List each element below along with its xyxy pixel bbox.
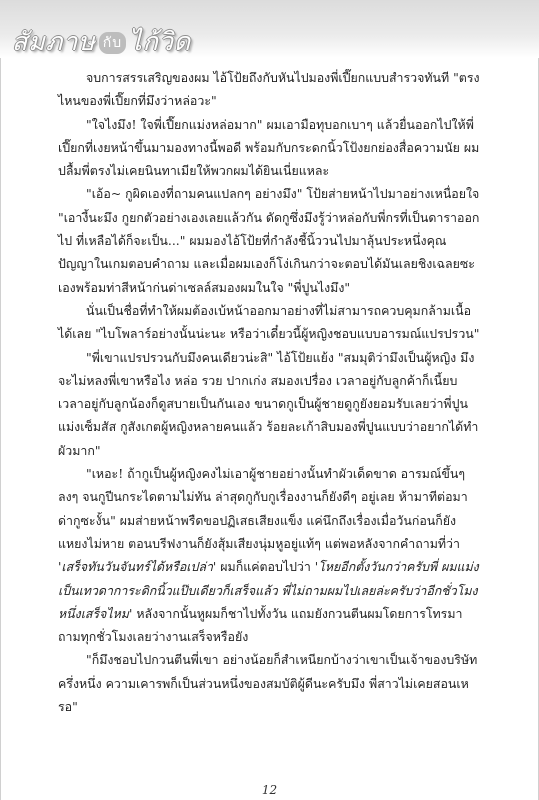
body-text: [58, 66, 482, 718]
text-segment: "ใจไงมึง! ใจพี่เปี๊ยกแม่งหล่อมาก" ผมเอามือทุบอกเบาๆ แล้วยื่นออกไปให้พี่เปี๊ยกที่เงยหน้าขึ้นมามองทางนี้พอดี พร้อมกับกระดกนิ้วโป้งยกย่องสื่อความนัย ผมปลื้มพี่ตรงไม่เคยนินทาเมียให้พวกผมได้ยินเนี่ยแหละ: [58, 116, 480, 179]
text-segment: จบการสรรเสริญของผม ไอ้โป้ยถึงกับหันไปมองพี่เปี๊ยกแบบสำรวจทันที "ตรงไหนของพี่เปี๊ยกที่มึงว่าหล่อวะ": [58, 70, 480, 109]
page-number: 12: [261, 783, 278, 797]
italic-segment: 'โหยอีกตั้งวันกว่าครับพี่ ผมแม่งเป็นเทวดาการะดิกนิ้วแป๊บเดียวก็เสร็จแล้ว พี่ไม่ถามผมไปเลยล่ะครับว่าอีกชั่วโมงหนึ่งเสร็จไหม': [58, 559, 479, 621]
text-segment: นั่นเป็นชื่อที่ทำให้ผมต้องเบ้หน้าออกมาอย่างที่ไม่สามารถควบคุมกล้ามเนื้อได้เลย "ไบโพลาร์อย่างนั้นน่ะนะ หรือว่าเดี๋ยวนี้ผู้หญิงชอบแบบอารมณ์แปรปรวน": [58, 302, 480, 342]
title-right: ไก้วิด: [129, 27, 192, 56]
paragraph: [58, 346, 482, 462]
text-segment: "ก็มึงชอบไปกวนตีนพี่เขา อย่างน้อยก็สำเหนียกบ้างว่าเขาเป็นเจ้าของบริษัทครึ่งหนึ่ง ความเคารพก็เป็นส่วนหนึ่งของสมบัติผู้ดีนะครับมึง พี่สาวไม่เคยสอนเหรอ": [58, 652, 478, 715]
paragraph: [58, 648, 482, 718]
text-segment: "เหอะ! ถ้ากูเป็นผู้หญิงคงไม่เอาผู้ชายอย่างนั้นทำผัวเด็ดขาด อารมณ์ขึ้นๆ ลงๆ จนกูปีนกระไดตามไม่ทัน ล่าสุดกูกับกูเรื่องงานก็ยังดีๆ อยู่เลย ห้ามาทีต่อมาด่ากูซะงั้น" ผมส่ายหน้าพรืดขอปฏิเสธเสียงแข็ง แค่นึกถึงเรื่องเมื่อวันก่อนก็ยังแหยงไม่หาย ตอนบรีฟงานก็ยังสุ้มเสียงนุ่มหูอยู่แท้ๆ แต่พอหลังจากคำถามที่ว่า: [58, 466, 468, 551]
page-header: [0, 0, 539, 58]
paragraph: [58, 299, 482, 346]
text-segment: หลังจากนั้นหูผมก็ชาไปทั้งวัน แถมยังกวนตีนผมโดยการโทรมาถามทุกชั่วโมงเลยว่างานเสร็จหรือยัง: [58, 605, 463, 645]
book-title-logo: [12, 22, 191, 62]
italic-segment: 'เสร็จทันวันจันทร์ได้หรือเปล่า': [58, 559, 217, 575]
text-segment: "พี่เขาแปรปรวนกับมึงคนเดียวน่ะสิ" ไอ้โป้ยแย้ง "สมมุติว่ามึงเป็นผู้หญิง มึงจะไม่หลงพี่เขาหรือไง หล่อ รวย ปากเก่ง สมองเปรื่อง เวลาอยู่กับลูกค้าก็เนี้ยบ เวลาอยู่กับลูกน้องก็ดูสบายเป็นกันเอง ขนาดกูเป็นผู้ชายดูกูยังยอมรับเลยว่าพี่ปูนแม่งเซ็มสัส กูสังเกตผู้หญิงหลายคนแล้ว ร้อยละเก้าสิบมองพี่ปูนแบบว่าอยากได้ทำผัวมาก": [58, 349, 479, 458]
text-segment: ผมก็แค่ตอบไปว่า: [216, 559, 315, 575]
title-badge: กับ: [99, 32, 126, 54]
text-segment: "เอ้อ~ กูผิดเองที่ถามคนแปลกๆ อย่างมึง" โป้ยส่ายหน้าไปมาอย่างเหนื่อยใจ "เอางี้นะมึง กูยกตัวอย่างเองเลยแล้วกัน ดัดกูซึ่งมึงรู้ว่าหล่อกับพี่กรที่เป็นดาราออกไป ที่เหลือได้ก็จะเป็น..." ผมมองไอ้โป้ยที่กำลังชี้นิ้ววนไปมาลุ้นประหนึ่งคุณปัญญาในเกมตอบคำถาม และเมื่อผมเองก็โง่เกินกว่าจะตอบได้มันเลยชิงเฉลยซะเองพร้อมท่าสีหน้าก่นด่าเซลล์สมองผมในใจ "พี่ปูนไงมึง": [58, 186, 480, 295]
paragraph: [58, 113, 482, 183]
paragraph: [58, 462, 482, 648]
paragraph: [58, 66, 482, 113]
paragraph: [58, 182, 482, 298]
title-left: สัมภาษ: [12, 27, 96, 56]
